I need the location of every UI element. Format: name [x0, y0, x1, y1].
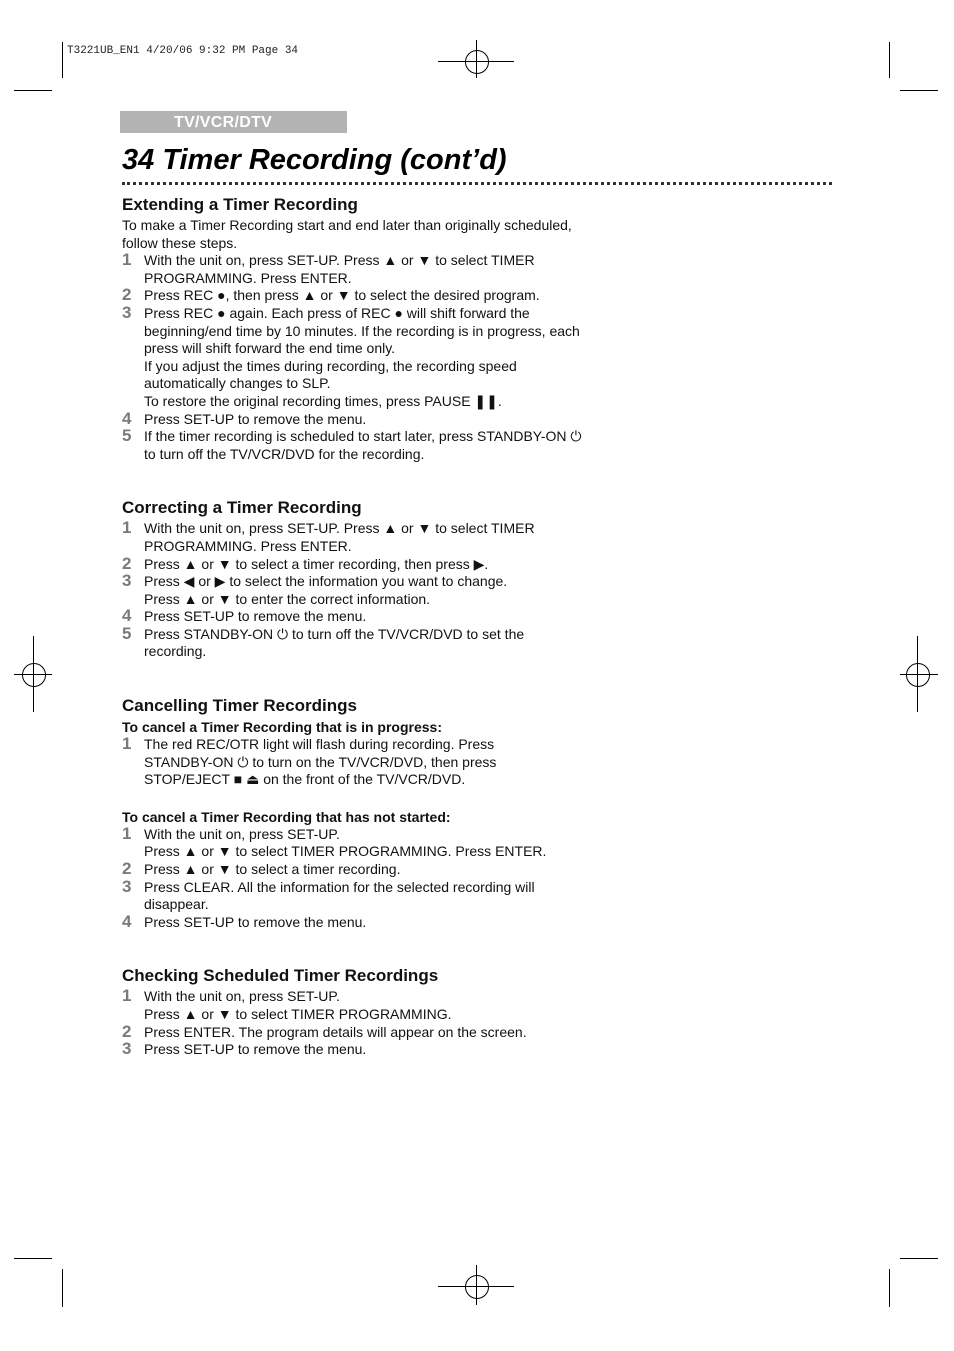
step: 1 The red REC/OTR light will flash during recording. Press STANDBY-ON ⏻ to turn on the TV/VCR/DVD, then press STOP/EJECT ■ ⏏ on the front of the TV/VCR/DVD.	[122, 734, 497, 788]
crop-mark	[62, 1269, 63, 1307]
step: 2 Press ▲ or ▼ to select a timer recording.	[122, 859, 401, 879]
step-list	[122, 988, 622, 1058]
crop-mark	[14, 90, 52, 91]
section-heading: Cancelling Timer Recordings	[122, 696, 357, 716]
step-number: 4	[122, 911, 132, 931]
step-number: 2	[122, 1021, 132, 1041]
step-number: 3	[122, 302, 132, 322]
step: 1 With the unit on, press SET-UP. Press ▲ or ▼ to select TIMER PROGRAMMING. Press ENTER.	[122, 518, 535, 554]
step: 1 With the unit on, press SET-UP. Press ▲ or ▼ to select TIMER PROGRAMMING. Press ENTER.	[122, 250, 535, 286]
step: 2 Press ▲ or ▼ to select a timer recording, then press ▶.	[122, 553, 489, 573]
step-number: 2	[122, 859, 132, 879]
step-number: 3	[122, 876, 132, 896]
step-list	[122, 252, 622, 463]
section-checking	[122, 964, 622, 1058]
section-cancelling	[122, 694, 622, 931]
step-list	[122, 823, 622, 932]
subheading-in-progress: To cancel a Timer Recording that is in progress:	[122, 719, 443, 736]
step-list	[122, 736, 622, 789]
step-number: 4	[122, 408, 132, 428]
step-number: 1	[122, 986, 132, 1006]
step-number: 4	[122, 606, 132, 626]
page-title: 34 Timer Recording (cont’d)	[122, 144, 507, 176]
print-slug: T3221UB_EN1 4/20/06 9:32 PM Page 34	[67, 45, 299, 57]
subheading-not-started: To cancel a Timer Recording that has not started:	[122, 808, 451, 825]
section-extending	[122, 193, 622, 463]
step: 5 Press STANDBY-ON ⏻ to turn off the TV/VCR/DVD to set the recording.	[122, 623, 525, 660]
section-heading: Extending a Timer Recording	[122, 195, 358, 214]
crop-mark	[900, 90, 938, 91]
crop-mark	[62, 42, 63, 78]
section-heading: Checking Scheduled Timer Recordings	[122, 966, 439, 986]
crop-mark	[900, 1258, 938, 1259]
step: 2 Press REC ●, then press ▲ or ▼ to select the desired program.	[122, 285, 540, 305]
step: 4 Press SET-UP to remove the menu.	[122, 911, 367, 931]
step-number: 1	[122, 734, 132, 754]
step-number: 5	[122, 426, 132, 446]
step-list	[122, 520, 622, 661]
crop-mark	[889, 42, 890, 78]
step-number: 1	[122, 250, 132, 270]
step-number: 3	[122, 1039, 132, 1059]
step: 1 With the unit on, press SET-UP. Press ▲ or ▼ to select TIMER PROGRAMMING. Press ENTER.	[122, 823, 547, 860]
step: 1 With the unit on, press SET-UP. Press ▲ or ▼ to select TIMER PROGRAMMING.	[122, 986, 452, 1022]
step: 4 Press SET-UP to remove the menu.	[122, 408, 367, 428]
step: 5 If the timer recording is scheduled to start later, press STANDBY-ON ⏻ to turn off the TV/VCR/DVD for the recording.	[122, 426, 582, 462]
section-tab: TV/VCR/DTV	[120, 111, 347, 133]
step: 3 Press ◀ or ▶ to select the information you want to change. Press ▲ or ▼ to enter the correct information.	[122, 571, 508, 607]
title-divider	[122, 182, 832, 185]
step-number: 3	[122, 571, 132, 591]
section-correcting	[122, 496, 622, 661]
crop-mark	[889, 1269, 890, 1307]
crop-mark	[14, 1258, 52, 1259]
section-intro: To make a Timer Recording start and end later than originally scheduled, follow these steps.	[122, 217, 572, 251]
section-heading: Correcting a Timer Recording	[122, 498, 362, 518]
step-number: 2	[122, 553, 132, 573]
step: 3 Press CLEAR. All the information for the selected recording will disappear.	[122, 876, 535, 913]
step-number: 1	[122, 518, 132, 538]
step-number: 2	[122, 285, 132, 305]
step: 3 Press SET-UP to remove the menu.	[122, 1039, 367, 1059]
step: 3 Press REC ● again. Each press of REC ● will shift forward the beginning/end time by 10 minutes. If the recording is in progress, each press will shift forward the end time only. If you adjust the times during recording, the recording speed automatically changes to SLP. To restore the original recording times, press PAUSE ❚❚.	[122, 302, 580, 409]
step-number: 1	[122, 823, 132, 843]
step-number: 5	[122, 623, 132, 643]
step: 4 Press SET-UP to remove the menu.	[122, 606, 367, 626]
page-content	[122, 193, 622, 1059]
step: 2 Press ENTER. The program details will appear on the screen.	[122, 1021, 527, 1041]
